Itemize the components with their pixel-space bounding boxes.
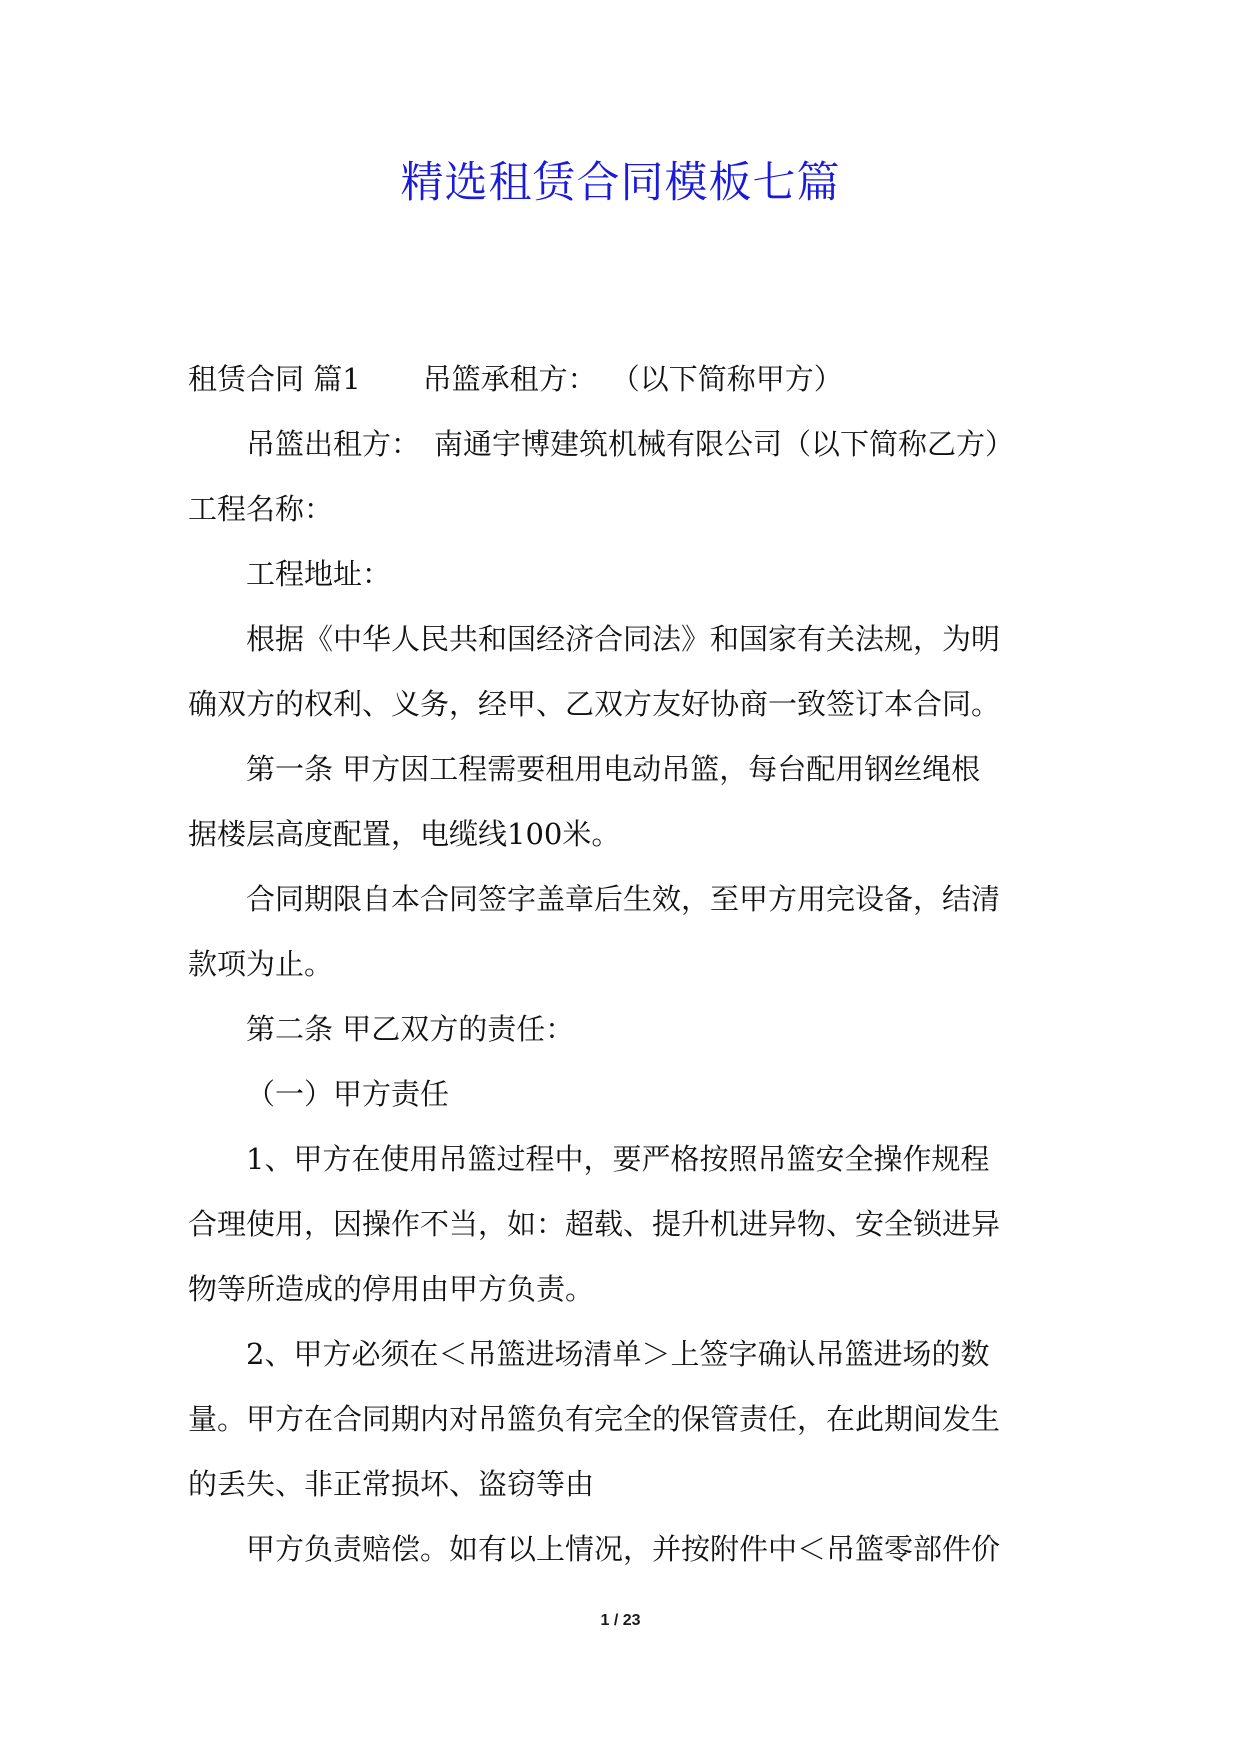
lessee-alias: （以下简称甲方） xyxy=(610,362,843,396)
paragraph-line: 第一条 甲方因工程需要租用电动吊篮，每台配用钢丝绳根 xyxy=(246,752,981,786)
paragraph-line: 工程地址： xyxy=(246,557,392,591)
page-number: 1 / 23 xyxy=(600,1612,641,1629)
contract-heading: 租赁合同 篇1 xyxy=(188,362,361,396)
paragraph-line xyxy=(188,412,1068,477)
paragraph-line: 1、甲方在使用吊篮过程中，要严格按照吊篮安全操作规程 xyxy=(246,1142,990,1176)
paragraph-line: 合同期限自本合同签字盖章后生效，至甲方用完设备，结清 xyxy=(246,882,1001,916)
lessor-label: 吊篮出租方： xyxy=(246,427,421,461)
paragraph-line: 据楼层高度配置，电缆线100米。 xyxy=(188,817,621,851)
paragraph-line xyxy=(188,347,1068,412)
paragraph-line: 2、甲方必须在＜吊篮进场清单＞上签字确认吊篮进场的数 xyxy=(246,1337,990,1371)
document-body xyxy=(188,347,1068,1582)
lessee-label: 吊篮承租方： xyxy=(422,362,597,396)
document-title: 精选租赁合同模板七篇 xyxy=(400,158,841,208)
paragraph-line: 确双方的权利、义务，经甲、乙双方友好协商一致签订本合同。 xyxy=(188,687,1001,721)
paragraph-line: 工程名称： xyxy=(188,492,334,526)
paragraph-line: 款项为止。 xyxy=(188,947,334,981)
lessor-name: 南通宇博建筑机械有限公司（以下简称乙方） xyxy=(434,427,1015,461)
paragraph-line: 合理使用，因操作不当，如：超载、提升机进异物、安全锁进异 xyxy=(188,1207,1001,1241)
paragraph-line: 的丢失、非正常损坏、盗窃等由 xyxy=(188,1467,595,1501)
paragraph-line: 根据《中华人民共和国经济合同法》和国家有关法规，为明 xyxy=(246,622,1001,656)
paragraph-line: （一）甲方责任 xyxy=(246,1077,450,1111)
paragraph-line: 量。甲方在合同期内对吊篮负有完全的保管责任，在此期间发生 xyxy=(188,1402,1001,1436)
paragraph-line: 第二条 甲乙双方的责任： xyxy=(246,1012,575,1046)
paragraph-line: 甲方负责赔偿。如有以上情况，并按附件中＜吊篮零部件价 xyxy=(246,1532,1001,1566)
paragraph-line: 物等所造成的停用由甲方负责。 xyxy=(188,1272,595,1306)
